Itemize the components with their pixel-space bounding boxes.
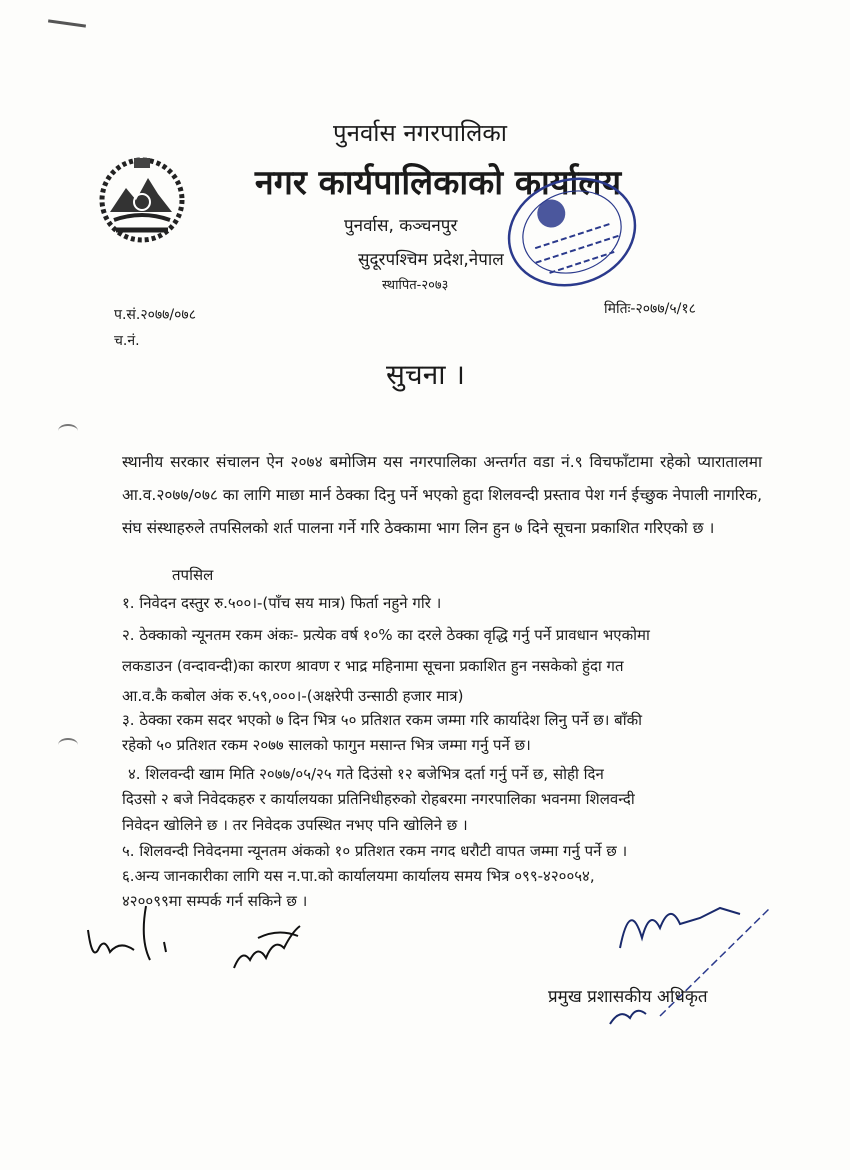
condition-6-line-2: ४२००९९मा सम्पर्क गर्न सकिने छ । (122, 892, 308, 910)
signature-2 (228, 908, 308, 978)
government-emblem-logo (96, 150, 188, 246)
condition-1: १. निवेदन दस्तुर रु.५००।-(पाँच सय मात्र) फिर्ता नहुने गरि । (122, 594, 442, 612)
condition-2-line-2: लकडाउन (वन्दावन्दी)का कारण श्रावण र भाद्र महिनामा सूचना प्रकाशित हुन नसकेको हुंदा गत (122, 657, 624, 675)
municipality-name: पुनर्वास नगरपालिका (333, 119, 507, 147)
established-year: स्थापित-२०७३ (382, 278, 449, 293)
notice-intro-paragraph: स्थानीय सरकार संचालन ऐन २०७४ बमोजिम यस नगरपालिका अन्तर्गत वडा नं.९ विचफाँटामा रहेको प्यारातालमा आ.व.२०७७/०७८ का लागि माछा मार्न ठेक्का दिनु पर्ने भएको हुदा शिलवन्दी प्रस्ताव पेश गर्न ईच्छुक नेपाली नागरिक, संघ संस्थाहरुले तपसिलको शर्त पालना गर्ने गरि ठेक्कामा भाग लिन हुन ७ दिने सूचना प्रकाशित गरिएको छ । (122, 453, 762, 537)
notice-date: मितिः-२०७७/५/१८ (604, 301, 696, 317)
condition-2-line-3: आ.व.कै कबोल अंक रु.५९,०००।-(अक्षरेपी उन्साठी हजार मात्र) (122, 687, 464, 705)
office-province: सुदूरपश्चिम प्रदेश,नेपाल (358, 250, 504, 270)
condition-3-line-2: रहेको ५० प्रतिशत रकम २०७७ सालको फागुन मसान्त भित्र जम्मा गर्नु पर्ने छ। (122, 736, 531, 754)
office-stamp (502, 170, 642, 294)
condition-4-line-1: ४. शिलवन्दी खाम मिति २०७७/०५/२५ गते दिउंसो १२ बजेभित्र दर्ता गर्नु पर्ने छ, सोही दिन (128, 765, 604, 783)
letter-number: प.सं.२०७७/०७८ (114, 307, 196, 323)
condition-4-line-2: दिउसो २ बजे निवेदकहरु र कार्यालयका प्रतिनिधीहरुको रोहबरमा नगरपालिका भवनमा शिलवन्दी (122, 790, 635, 808)
officer-signature-stamp (600, 888, 790, 1038)
punch-hole-mark (58, 738, 78, 752)
dispatch-number: च.नं. (114, 333, 140, 349)
condition-2-line-1: २. ठेक्काको न्यूनतम रकम अंकः- प्रत्येक वर्ष १०% का दरले ठेक्का वृद्धि गर्नु पर्ने प्रावधान भएकोमा (122, 626, 650, 644)
condition-3-line-1: ३. ठेक्का रकम सदर भएको ७ दिन भित्र ५० प्रतिशत रकम जम्मा गरि कार्यादेश लिनु पर्ने छ। बाँकी (122, 711, 643, 729)
signature-1 (80, 900, 190, 980)
office-name: नगर कार्यपालिकाको कार्यालय (254, 163, 622, 203)
condition-4-line-3: निवेदन खोलिने छ । तर निवेदक उपस्थित नभए पनि खोलिने छ । (122, 816, 468, 834)
signatory-title: प्रमुख प्रशासकीय अधिकृत (548, 987, 708, 1007)
condition-5: ५. शिलवन्दी निवेदनमा न्यूनतम अंकको १० प्रतिशत रकम नगद धरौटी वापत जम्मा गर्नु पर्ने छ । (122, 842, 628, 860)
notice-title: सुचना । (386, 358, 466, 391)
section-heading: तपसिल (172, 566, 214, 584)
condition-6-line-1: ६.अन्य जानकारीका लागि यस न.पा.को कार्यालयमा कार्यालय समय भित्र ०९९-४२००५४, (122, 867, 595, 885)
office-address: पुनर्वास, कञ्चनपुर (344, 216, 458, 236)
scan-mark (48, 19, 86, 27)
punch-hole-mark (58, 424, 78, 438)
